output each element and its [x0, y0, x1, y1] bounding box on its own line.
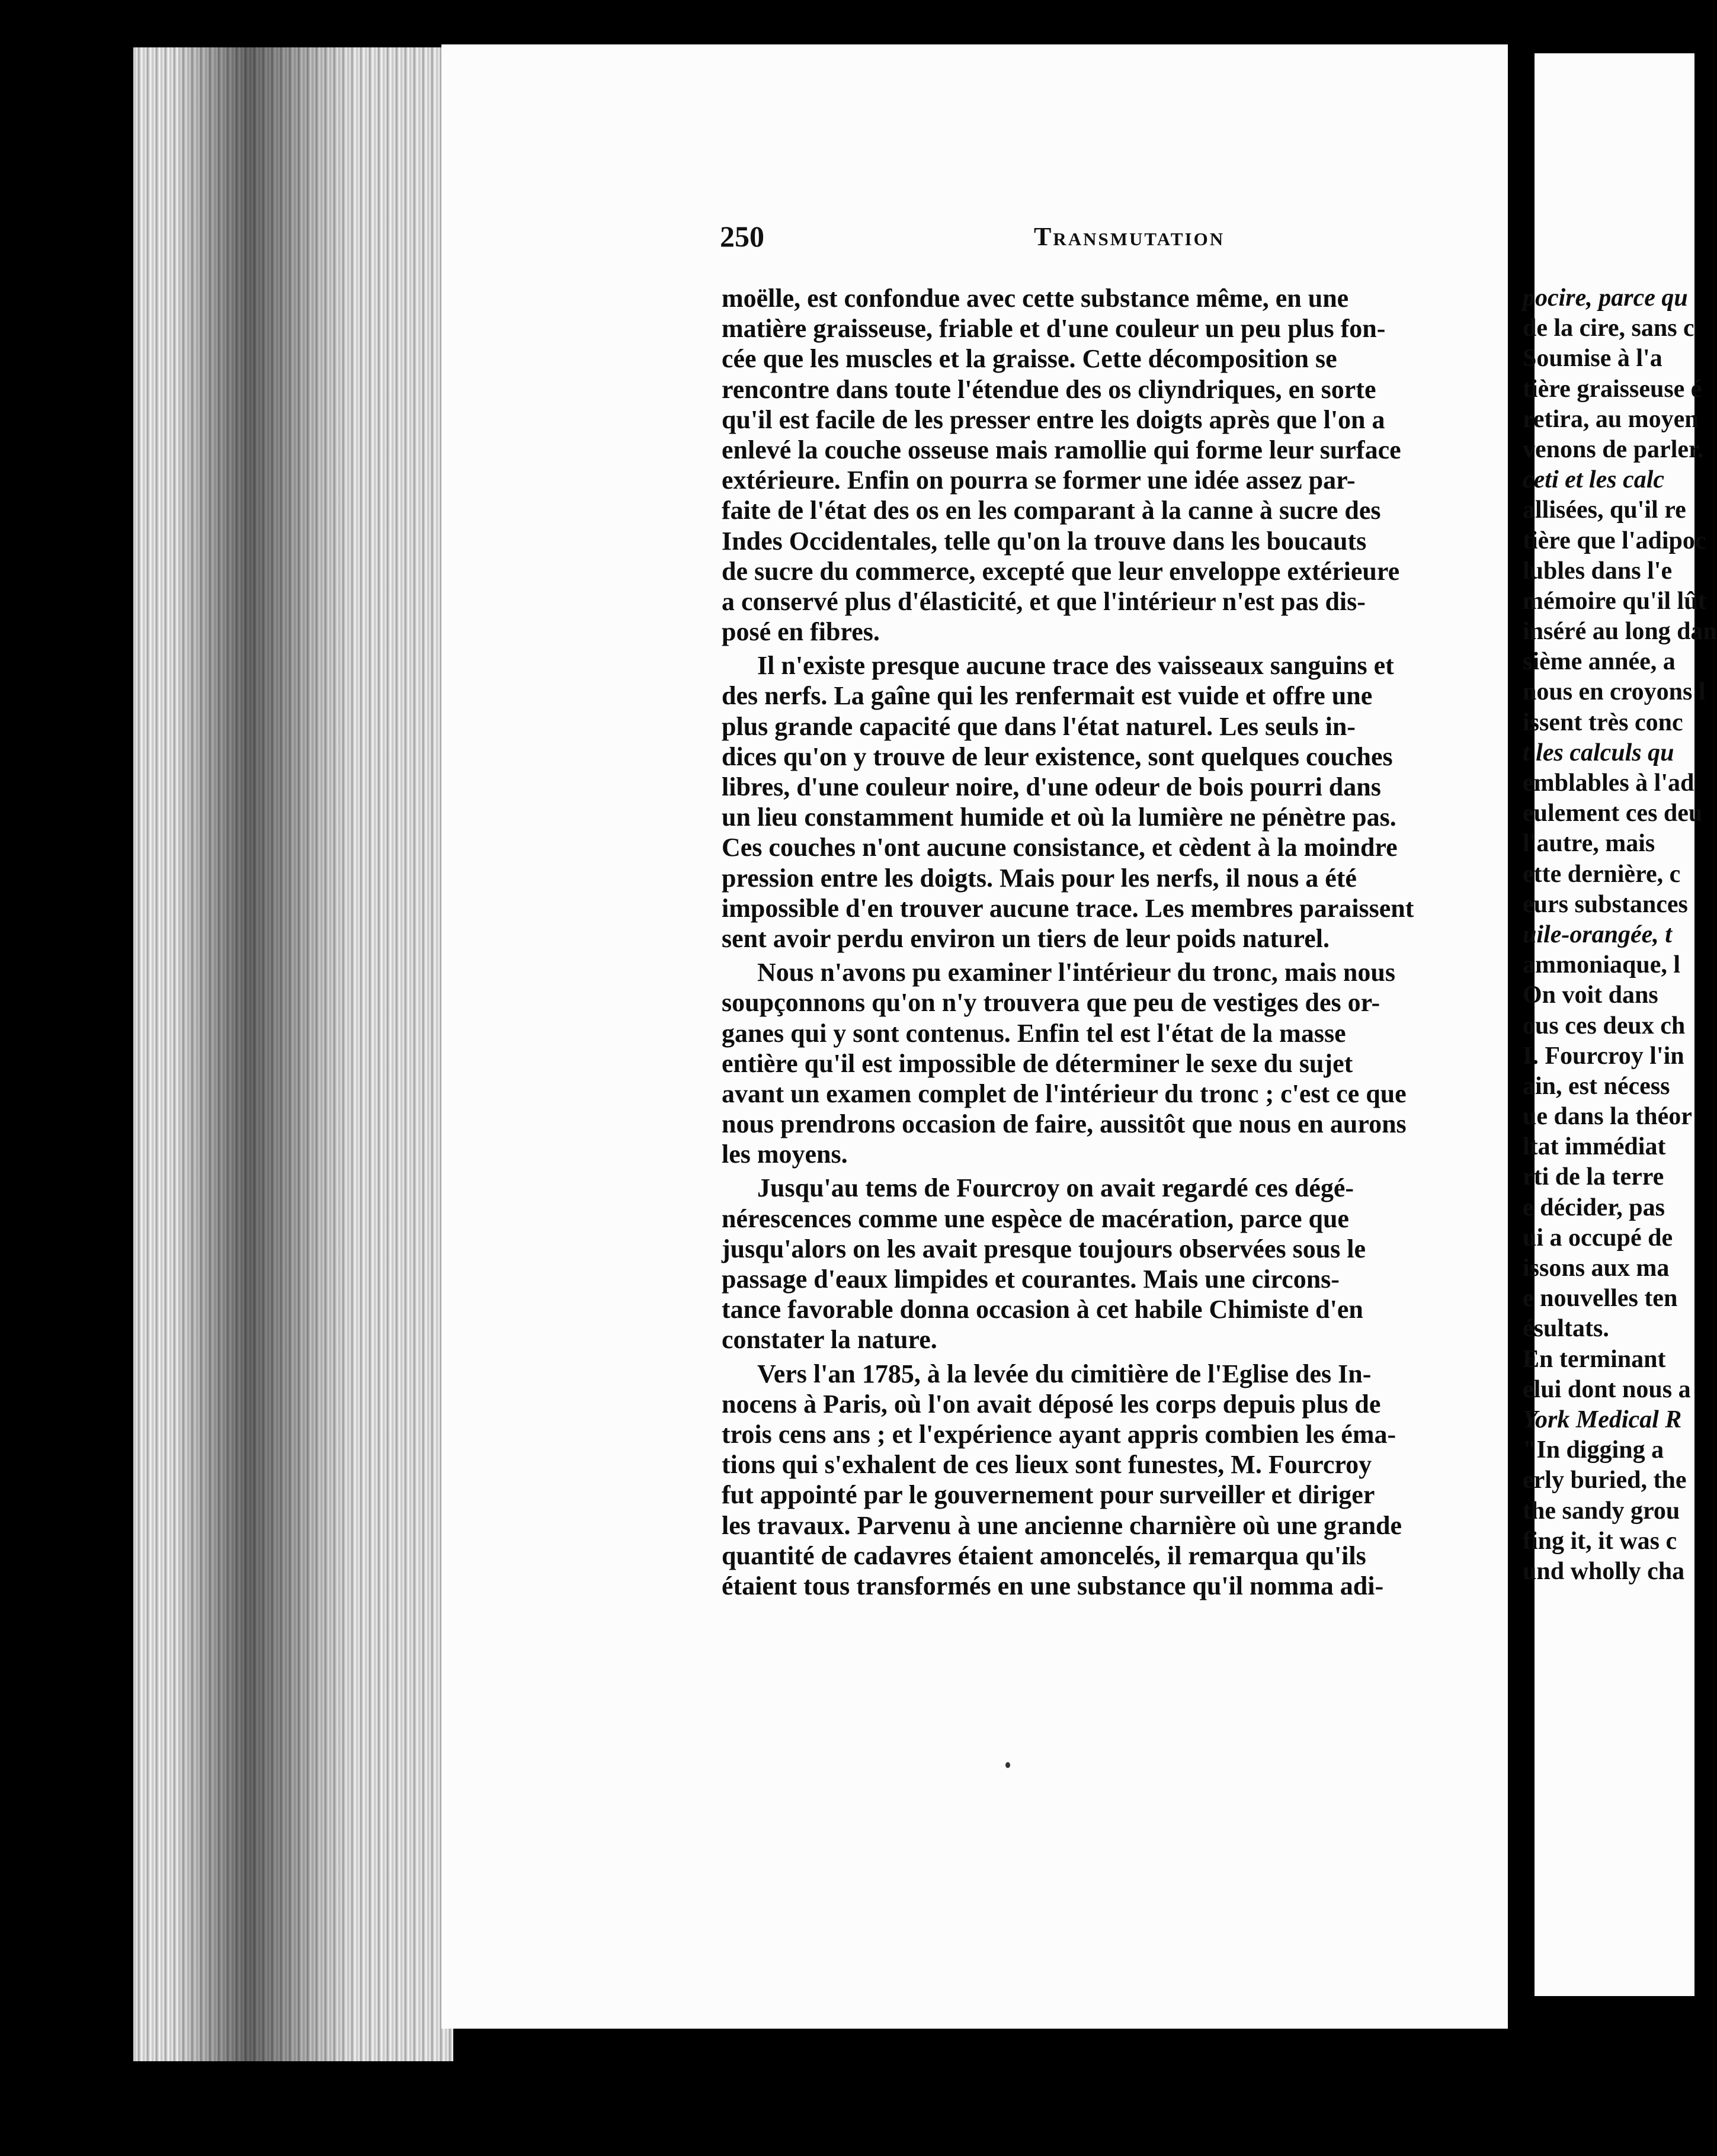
text-line: fut appointé par le gouvernement pour surveiller et diriger	[722, 1480, 1375, 1510]
right-text-line: de la cire, sans c	[1523, 315, 1694, 342]
text-line: les moyens.	[722, 1140, 848, 1169]
text-line: Jusqu'au tems de Fourcroy on avait regardé ces dégé-	[757, 1173, 1354, 1203]
text-line: les travaux. Parvenu à une ancienne charnière où une grande	[722, 1510, 1402, 1540]
text-line: impossible d'en trouver aucune trace. Les membres paraissent	[722, 893, 1414, 923]
right-text-line: ammoniaque, l	[1523, 951, 1681, 979]
text-line: nous prendrons occasion de faire, aussitôt que nous en aurons	[722, 1109, 1407, 1139]
running-title: Transmutation	[1034, 222, 1225, 251]
text-line: constater la nature.	[722, 1325, 937, 1355]
text-line: cée que les muscles et la graisse. Cette décomposition se	[722, 344, 1337, 374]
right-text-line: erly buried, the	[1523, 1467, 1687, 1494]
text-line: passage d'eaux limpides et courantes. Mais une circons-	[722, 1265, 1340, 1294]
right-text-line: ésultats.	[1523, 1315, 1609, 1343]
text-line: faite de l'état des os en les comparant à la canne à sucre des	[722, 496, 1381, 525]
right-text-line: "In digging a	[1523, 1436, 1664, 1464]
right-text-line: emblables à l'ad	[1523, 769, 1694, 797]
text-line: de sucre du commerce, excepté que leur enveloppe extérieure	[722, 556, 1400, 586]
text-line: Vers l'an 1785, à la levée du cimitière de l'Eglise des In-	[757, 1359, 1372, 1388]
text-line: étaient tous transformés en une substance qu'il nomma adi-	[722, 1571, 1384, 1600]
right-text-line: issons aux ma	[1523, 1255, 1670, 1282]
right-text-line: allisées, qu'il re	[1523, 496, 1686, 524]
right-text-line: uile-orangée, t	[1523, 920, 1672, 948]
right-text-line: eurs substances	[1523, 890, 1688, 918]
right-text-line: ain, est nécess	[1523, 1072, 1670, 1100]
text-line: pression entre les doigts. Mais pour les nerfs, il nous a été	[722, 863, 1357, 893]
right-text-line: lubles dans l'e	[1523, 557, 1673, 585]
text-line: a conservé plus d'élasticité, et que l'intérieur n'est pas dis-	[722, 586, 1366, 616]
right-text-line: ous ces deux ch	[1523, 1012, 1686, 1040]
right-text-line: rti de la terre	[1523, 1163, 1664, 1191]
right-text-line: e nouvelles ten	[1523, 1285, 1678, 1313]
text-line: extérieure. Enfin on pourra se former une idée assez par-	[722, 466, 1356, 495]
text-line: entière qu'il est impossible de déterminer le sexe du sujet	[722, 1048, 1353, 1078]
text-line: sent avoir perdu environ un tiers de leur poids naturel.	[722, 923, 1330, 953]
right-text-line: nous en croyons l	[1523, 678, 1706, 706]
right-text-line: venons de parler.	[1523, 435, 1704, 463]
right-text-line: I. Fourcroy l'in	[1523, 1042, 1684, 1070]
right-text-line: ette dernière, c	[1523, 860, 1681, 888]
text-line: soupçonnons qu'on n'y trouvera que peu de vestiges des or-	[722, 988, 1380, 1018]
text-line: posé en fibres.	[722, 617, 880, 647]
text-line: Nous n'avons pu examiner l'intérieur du tronc, mais nous	[757, 958, 1395, 987]
right-text-line: mémoire qu'il lût	[1523, 587, 1706, 615]
right-text-line: Soumise à l'a	[1523, 345, 1662, 373]
right-text-line: inséré au long dan	[1523, 618, 1717, 646]
text-line: qu'il est facile de les presser entre les doigts après que l'on a	[722, 405, 1385, 434]
text-line: jusqu'alors on les avait presque toujours observées sous le	[722, 1234, 1366, 1263]
text-line: matière graisseuse, friable et d'une couleur un peu plus fon-	[722, 314, 1386, 344]
right-text-line: e décider, pas	[1523, 1194, 1665, 1221]
right-text-line: tière que l'adipoc	[1523, 527, 1706, 554]
text-line: des nerfs. La gaîne qui les renfermait est vuide et offre une	[722, 681, 1373, 711]
text-line: tance favorable donna occasion à cet habile Chimiste d'en	[722, 1295, 1363, 1324]
right-text-line: tière graisseuse é	[1523, 375, 1702, 403]
right-text-line: elui dont nous a	[1523, 1375, 1691, 1403]
right-text-line: fing it, it was c	[1523, 1527, 1677, 1555]
right-text-line: pocire, parce qu	[1523, 284, 1688, 312]
right-text-line: the sandy grou	[1523, 1497, 1680, 1525]
text-line: trois cens ans ; et l'expérience ayant appris combien les éma-	[722, 1419, 1396, 1449]
right-text-line: York Medical R	[1523, 1406, 1682, 1433]
right-text-line: ceti et les calc	[1523, 466, 1665, 494]
text-line: Indes Occidentales, telle qu'on la trouve dans les boucauts	[722, 526, 1367, 556]
right-text-line: sième année, a	[1523, 648, 1676, 676]
text-line: tions qui s'exhalent de ces lieux sont funestes, M. Fourcroy	[722, 1450, 1372, 1480]
ink-dot	[1005, 1762, 1010, 1768]
text-line: un lieu constamment humide et où la lumière ne pénètre pas.	[722, 803, 1396, 832]
page-edge-shadow	[178, 47, 355, 2061]
text-line: rencontre dans toute l'étendue des os cliyndriques, en sorte	[722, 374, 1376, 404]
right-text-line: l'autre, mais	[1523, 830, 1655, 858]
right-text-line: issent très conc	[1523, 708, 1683, 736]
text-line: avant un examen complet de l'intérieur du tronc ; c'est ce que	[722, 1079, 1407, 1108]
text-line: quantité de cadavres étaient amoncelés, il remarqua qu'ils	[722, 1541, 1366, 1570]
page-header	[720, 219, 1490, 255]
text-line: libres, d'une couleur noire, d'une odeur de bois pourri dans	[722, 772, 1381, 801]
right-text-line: ue dans la théor	[1523, 1103, 1692, 1131]
text-line: ganes qui y sont contenus. Enfin tel est l'état de la masse	[722, 1018, 1346, 1048]
text-line: plus grande capacité que dans l'état naturel. Les seuls in-	[722, 711, 1356, 741]
right-text-line: t les calculs qu	[1523, 739, 1674, 766]
text-line: moëlle, est confondue avec cette substance même, en une	[722, 284, 1349, 313]
text-line: Il n'existe presque aucune trace des vaisseaux sanguins et	[757, 651, 1394, 681]
left-page-body	[722, 283, 1510, 1601]
text-line: dices qu'on y trouve de leur existence, sont quelques couches	[722, 742, 1393, 771]
text-line: Ces couches n'ont aucune consistance, et cèdent à la moindre	[722, 833, 1398, 862]
right-text-line: ui a occupé de	[1523, 1224, 1673, 1252]
right-text-line: und wholly cha	[1523, 1557, 1685, 1585]
text-line: nérescences comme une espèce de macération, parce que	[722, 1204, 1349, 1233]
page-number: 250	[720, 220, 764, 253]
text-line: enlevé la couche osseuse mais ramollie qui forme leur surface	[722, 435, 1401, 464]
right-text-line: ltat immédiat	[1523, 1133, 1666, 1161]
right-text-line: eulement ces deu	[1523, 800, 1703, 827]
text-line: nocens à Paris, où l'on avait déposé les corps depuis plus de	[722, 1389, 1381, 1419]
right-text-line: On voit dans	[1523, 981, 1658, 1009]
right-page-body	[1523, 283, 1717, 1587]
right-text-line: En terminant	[1523, 1345, 1666, 1373]
right-text-line: retira, au moyen	[1523, 405, 1699, 433]
